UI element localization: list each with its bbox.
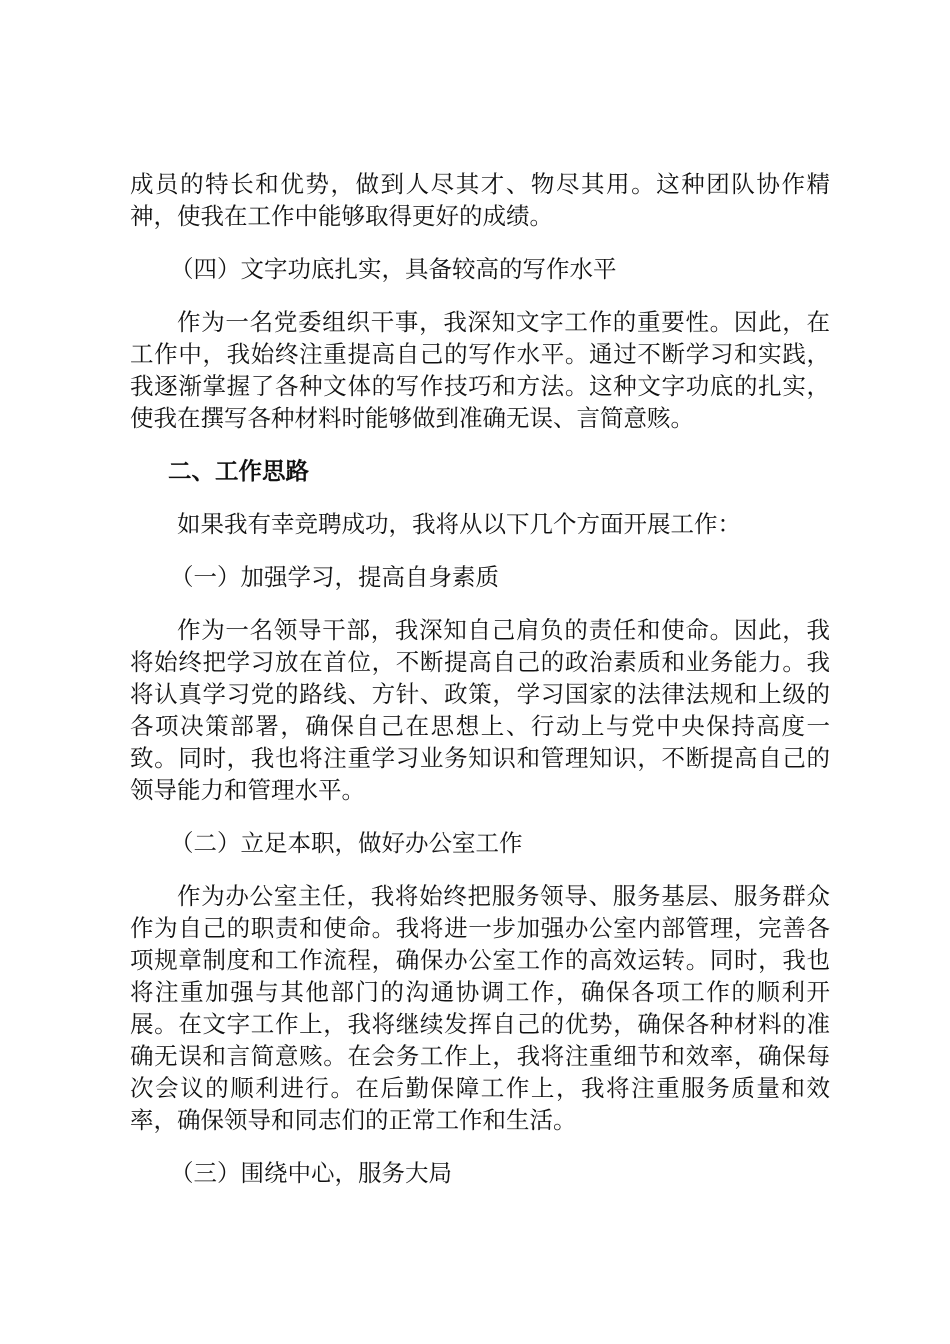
paragraph-intro: 如果我有幸竞聘成功，我将从以下几个方面开展工作： <box>177 510 741 538</box>
subheading-four: （四）文字功底扎实，具备较高的写作水平 <box>170 255 617 283</box>
subheading-one: （一）加强学习，提高自身素质 <box>170 563 499 591</box>
subheading-three: （三）围绕中心，服务大局 <box>170 1159 452 1187</box>
paragraph-study: 作为一名领导干部，我深知自己肩负的责任和使命。因此，我将始终把学习放在首位，不断提高自己的政治素质和业务能力。我将认真学习党的路线、方针、政策，学习国家的法律法规和上级的各项决策部署，确保自己在思想上、行动上与党中央保持高度一致。同时，我也将注重学习业务知识和管理知识，不断提高自己的领导能力和管理水平。 <box>130 616 830 804</box>
paragraph-office-work: 作为办公室主任，我将始终把服务领导、服务基层、服务群众作为自己的职责和使命。我将进一步加强办公室内部管理，完善各项规章制度和工作流程，确保办公室工作的高效运转。同时，我也将注重加强与其他部门的沟通协调工作，确保各项工作的顺利开展。在文字工作上，我将继续发挥自己的优势，确保各种材料的准确无误和言简意赅。在会务工作上，我将注重细节和效率，确保每次会议的顺利进行。在后勤保障工作上，我将注重服务质量和效率，确保领导和同志们的正常工作和生活。 <box>130 882 830 1134</box>
section-heading-work-plan: 二、工作思路 <box>168 457 309 485</box>
subheading-two: （二）立足本职，做好办公室工作 <box>170 829 523 857</box>
paragraph-continuation: 成员的特长和优势，做到人尽其才、物尽其用。这种团队协作精神，使我在工作中能够取得更好的成绩。 <box>130 170 830 230</box>
document-page <box>130 168 830 1210</box>
paragraph-writing-skill: 作为一名党委组织干事，我深知文字工作的重要性。因此，在工作中，我始终注重提高自己的写作水平。通过不断学习和实践，我逐渐掌握了各种文体的写作技巧和方法。这种文字功底的扎实，使我在撰写各种材料时能够做到准确无误、言简意赅。 <box>130 308 830 432</box>
